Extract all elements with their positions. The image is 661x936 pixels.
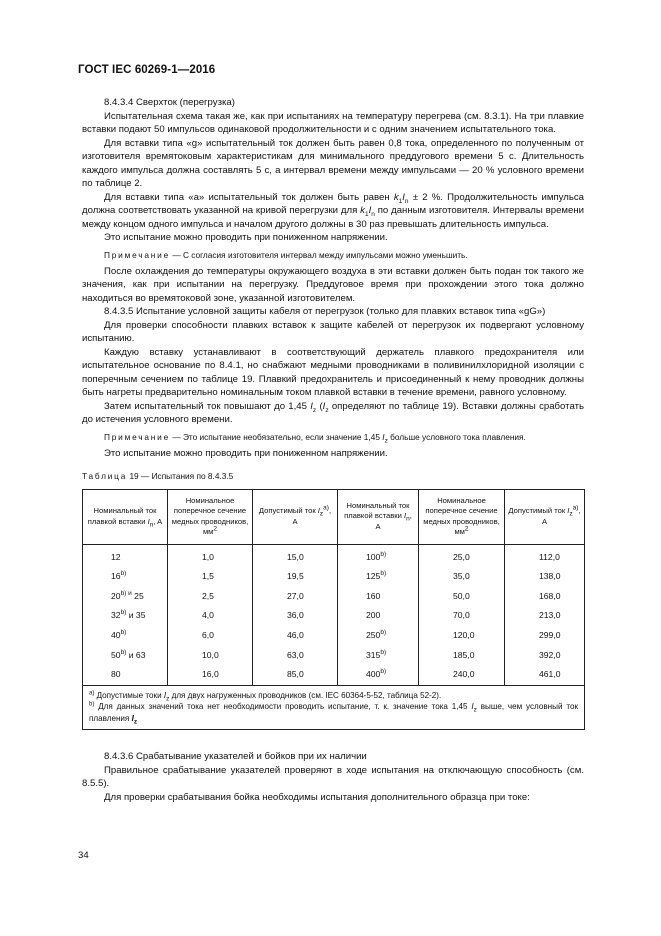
note: Примечание — С согласия изготовителя интервал между импульсами можно уменьшить. <box>104 249 468 260</box>
page-content <box>82 96 584 804</box>
paragraph: Затем испытательный ток повышают до 1,45 $I_z$ ($I_z$ определяют по таблице 19). Вставки должны сработать до истечения условного времени. <box>82 400 584 425</box>
table-cell: 36,0 <box>253 606 338 626</box>
table-caption: Таблица 19 — Испытания по 8.4.3.5 <box>82 471 234 481</box>
table-row <box>83 645 585 665</box>
paragraph: Это испытание можно проводить при пониженном напряжении. <box>104 447 388 459</box>
spacer <box>82 730 584 750</box>
table-cell: 16,0 <box>168 665 253 685</box>
header-permissible-current: Допустимый ток $I_z^{a)}$, A <box>253 489 338 544</box>
table-cell: 25,0 <box>419 544 505 567</box>
section-title-8-4-3-4: 8.4.3.4 Сверхток (перегрузка) <box>104 97 235 108</box>
table-cell: 2,5 <box>168 587 253 607</box>
table-cell: 112,0 <box>505 544 585 567</box>
table-row <box>83 665 585 685</box>
paragraph: Это испытание можно проводить при пониженном напряжении. <box>104 232 388 243</box>
table-cell: 15,0 <box>253 544 338 567</box>
table-cell: 125$^{b)}$ <box>338 567 419 587</box>
header-cross-section: Номинальное поперечное сечение медных проводников, $мм^2$ <box>168 489 253 544</box>
note: Примечание — Это испытание необязательно, если значение 1,45 $I_z$ больше условного тока плавления. <box>104 431 526 445</box>
table-cell: 461,0 <box>505 665 585 685</box>
document-header: ГОСТ IEC 60269-1—2016 <box>78 64 216 76</box>
header-cross-section: Номинальное поперечное сечение медных проводников, $мм^2$ <box>419 489 505 544</box>
table-cell: 46,0 <box>253 626 338 646</box>
table-cell: 120,0 <box>419 626 505 646</box>
table-19 <box>82 489 585 731</box>
table-row <box>83 567 585 587</box>
table-cell: 240,0 <box>419 665 505 685</box>
table-cell: 63,0 <box>253 645 338 665</box>
table-cell: 35,0 <box>419 567 505 587</box>
table-cell: 100$^{b)}$ <box>338 544 419 567</box>
table-cell: 392,0 <box>505 645 585 665</box>
footnote-b: $^{b)}$ Для данных значений тока нет необходимости проводить испытание, т. к. значение тока 1,45 $I_z$ выше, чем условный ток плавления $I_z$ <box>89 701 578 726</box>
table-cell: 12 <box>83 544 168 567</box>
table-row <box>83 606 585 626</box>
header-rated-current: Номинальный ток плавкой вставки $I_n$, A <box>338 489 419 544</box>
table-cell: 213,0 <box>505 606 585 626</box>
table-cell: 27,0 <box>253 587 338 607</box>
table-row <box>83 544 585 567</box>
table-cell: 299,0 <box>505 626 585 646</box>
paragraph: После охлаждения до температуры окружающего воздуха в эти вставки должен быть подан ток такого же значения, как при испытании на перегрузку. Преддуговое время при прохождении этого тока должно находиться во времятоковой зоне, указанной изготовителем. <box>82 265 584 304</box>
table-cell: 315$^{b)}$ <box>338 645 419 665</box>
paragraph: Для проверки срабатывания бойка необходимы испытания дополнительного образца при токе: <box>104 791 530 803</box>
table-cell: 168,0 <box>505 587 585 607</box>
table-cell: 6,0 <box>168 626 253 646</box>
paragraph: Правильное срабатывание указателей проверяют в ходе испытания на отключающую способность (см. 8.5.5). <box>82 764 584 790</box>
table-cell: 1,0 <box>168 544 253 567</box>
page-number: 34 <box>78 850 89 861</box>
table-cell: 85,0 <box>253 665 338 685</box>
footnote-a: $^{a)}$ Допустимые токи $I_z$ для двух нагруженных проводников (см. IEC 60364-5-52, таблица 52-2). <box>89 689 442 703</box>
table-cell: 4,0 <box>168 606 253 626</box>
table-cell: 400$^{b)}$ <box>338 665 419 685</box>
table-cell: 19,5 <box>253 567 338 587</box>
table-cell: 32$^{b)}$ и 35 <box>83 606 168 626</box>
table-cell: 10,0 <box>168 645 253 665</box>
table-row <box>83 587 585 607</box>
table-footnotes-cell <box>83 685 585 730</box>
table-footnotes <box>83 685 585 730</box>
paragraph: Для проверки способности плавких вставок к защите кабелей от перегрузок их подвергают условному испытанию. <box>82 319 584 344</box>
table-cell: 70,0 <box>419 606 505 626</box>
table-cell: 40$^{b)}$ <box>83 626 168 646</box>
table-cell: 250$^{b)}$ <box>338 626 419 646</box>
table-cell: 200 <box>338 606 419 626</box>
table-cell: 50$^{b)}$ и 63 <box>83 645 168 665</box>
table-cell: 1,5 <box>168 567 253 587</box>
table-cell: 138,0 <box>505 567 585 587</box>
table-cell: 50,0 <box>419 587 505 607</box>
header-rated-current: Номинальный ток плавкой вставки $I_n$, A <box>83 489 168 544</box>
table-cell: 16$^{b)}$ <box>83 567 168 587</box>
paragraph: Каждую вставку устанавливают в соответствующий держатель плавкого предохранителя или испытательное основание по 8.4.1, но снабжают медными проводниками в поливинилхлоридной изоляции с поперечным сечением по таблице 19. Плавкий предохранитель и присоединенный к нему проводник должны быть нагреты предварительно номинальным током плавкой вставки в течение времени, равного условному. <box>82 346 584 398</box>
table-cell: 185,0 <box>419 645 505 665</box>
paragraph: Испытательная схема такая же, как при испытаниях на температуру перегрева (см. 8.3.1). На три плавкие вставки подают 50 импульсов одинаковой продолжительности и с одним значением испытательного тока. <box>82 110 584 135</box>
table-cell: $20^{b) и}$ 25 <box>83 587 168 607</box>
section-title-8-4-3-5: 8.4.3.5 Испытание условной защиты кабеля от перегрузок (только для плавких вставок типа «gG») <box>104 306 546 317</box>
paragraph-type-a: Для вставки типа «a» испытательный ток должен быть равен $k_1I_n \pm 2$ %. Продолжительность импульса должна соответствовать указанной на кривой перегрузки для $k_1I_n$ по данным изготовителя. Интервалы времени между концом одного импульса и началом другого должны в 30 раз превышать длительность импульса. <box>82 191 584 230</box>
section-title-8-4-3-6: 8.4.3.6 Срабатывание указателей и бойков при их наличии <box>104 751 367 763</box>
table-row <box>83 626 585 646</box>
table-cell: 160 <box>338 587 419 607</box>
table-cell: 80 <box>83 665 168 685</box>
header-permissible-current: Допустимый ток $I_z^{a)}$, A <box>505 489 585 544</box>
paragraph: Для вставки типа «g» испытательный ток должен быть равен 0,8 тока, определенного по полученным от изготовителя времятоковым характеристикам для минимального преддугового времени 5 с. Длительность каждого импульса должна составлять 5 с, а интервал времени между импульсами — 20 % условного времени по таблице 2. <box>82 137 584 189</box>
table-header-row <box>83 489 585 544</box>
